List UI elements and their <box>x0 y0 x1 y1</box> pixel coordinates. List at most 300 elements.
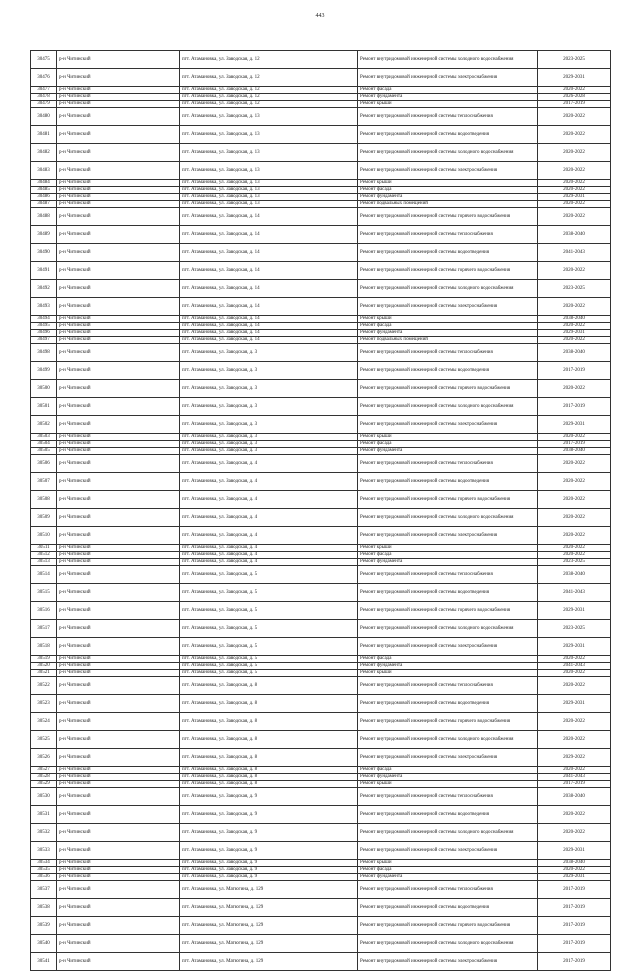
cell-period: 2020-2022 <box>538 455 611 473</box>
cell-record-number: 30531 <box>31 806 57 824</box>
cell-address: пгт. Атамановка, ул. Заводская, д. 5 <box>180 656 358 663</box>
cell-district: р-н Читинский <box>57 677 180 695</box>
cell-period: 2020-2022 <box>538 509 611 527</box>
cell-work-type: Ремонт фасада <box>358 656 538 663</box>
cell-address: пгт. Атамановка, ул. Заводская, д. 8 <box>180 731 358 749</box>
cell-address: пгт. Атамановка, ул. Заводская, д. 9 <box>180 867 358 874</box>
cell-period: 2020-2022 <box>538 144 611 162</box>
cell-period: 2029-2031 <box>538 638 611 656</box>
table-row <box>31 162 611 180</box>
cell-address: пгт. Атамановка, ул. Заводская, д. 8 <box>180 749 358 767</box>
cell-record-number: 30524 <box>31 713 57 731</box>
cell-address: пгт. Атамановка, ул. Матюгина, д. 129 <box>180 935 358 953</box>
cell-district: р-н Читинский <box>57 842 180 860</box>
cell-work-type: Ремонт внутридомовой инженерной системы водоотведения <box>358 584 538 602</box>
cell-district: р-н Читинский <box>57 867 180 874</box>
cell-work-type: Ремонт внутридомовой инженерной системы холодного водоснабжения <box>358 824 538 842</box>
cell-record-number: 30504 <box>31 441 57 448</box>
table-row <box>31 51 611 69</box>
cell-address: пгт. Атамановка, ул. Заводская, д. 14 <box>180 280 358 298</box>
table-row <box>31 677 611 695</box>
cell-work-type: Ремонт фундамента <box>358 330 538 337</box>
cell-period: 2041-2043 <box>538 663 611 670</box>
cell-district: р-н Читинский <box>57 566 180 584</box>
cell-record-number: 30480 <box>31 108 57 126</box>
table-row <box>31 262 611 280</box>
cell-record-number: 30493 <box>31 298 57 316</box>
cell-district: р-н Читинский <box>57 244 180 262</box>
cell-district: р-н Читинский <box>57 194 180 201</box>
cell-address: пгт. Атамановка, ул. Заводская, д. 4 <box>180 545 358 552</box>
cell-district: р-н Читинский <box>57 416 180 434</box>
cell-record-number: 30528 <box>31 774 57 781</box>
cell-record-number: 30484 <box>31 180 57 187</box>
cell-district: р-н Читинский <box>57 953 180 971</box>
cell-work-type: Ремонт крыши <box>358 781 538 788</box>
cell-address: пгт. Атамановка, ул. Заводская, д. 5 <box>180 663 358 670</box>
cell-address: пгт. Атамановка, ул. Заводская, д. 3 <box>180 416 358 434</box>
cell-district: р-н Читинский <box>57 398 180 416</box>
cell-district: р-н Читинский <box>57 509 180 527</box>
cell-address: пгт. Атамановка, ул. Заводская, д. 5 <box>180 602 358 620</box>
cell-period: 2020-2022 <box>538 767 611 774</box>
cell-district: р-н Читинский <box>57 455 180 473</box>
cell-record-number: 30521 <box>31 670 57 677</box>
table-row <box>31 874 611 881</box>
cell-record-number: 30496 <box>31 330 57 337</box>
cell-period: 2038-2040 <box>538 316 611 323</box>
cell-record-number: 30510 <box>31 527 57 545</box>
cell-district: р-н Читинский <box>57 824 180 842</box>
cell-period: 2038-2040 <box>538 860 611 867</box>
cell-work-type: Ремонт фундамента <box>358 774 538 781</box>
cell-record-number: 30513 <box>31 559 57 566</box>
cell-district: р-н Читинский <box>57 87 180 94</box>
cell-address: пгт. Атамановка, ул. Заводская, д. 13 <box>180 162 358 180</box>
cell-address: пгт. Атамановка, ул. Матюгина, д. 129 <box>180 881 358 899</box>
cell-address: пгт. Атамановка, ул. Заводская, д. 13 <box>180 180 358 187</box>
cell-period: 2017-2019 <box>538 881 611 899</box>
cell-period: 2017-2019 <box>538 781 611 788</box>
table-row <box>31 194 611 201</box>
cell-address: пгт. Атамановка, ул. Заводская, д. 4 <box>180 552 358 559</box>
cell-district: р-н Читинский <box>57 226 180 244</box>
table-row <box>31 187 611 194</box>
cell-work-type: Ремонт фасада <box>358 87 538 94</box>
cell-record-number: 30477 <box>31 87 57 94</box>
cell-record-number: 30526 <box>31 749 57 767</box>
cell-address: пгт. Атамановка, ул. Заводская, д. 12 <box>180 87 358 94</box>
cell-address: пгт. Атамановка, ул. Заводская, д. 5 <box>180 638 358 656</box>
cell-record-number: 30488 <box>31 208 57 226</box>
cell-address: пгт. Атамановка, ул. Заводская, д. 14 <box>180 316 358 323</box>
cell-period: 2020-2022 <box>538 552 611 559</box>
table-row <box>31 620 611 638</box>
cell-period: 2023-2025 <box>538 620 611 638</box>
cell-address: пгт. Атамановка, ул. Заводская, д. 3 <box>180 362 358 380</box>
cell-address: пгт. Атамановка, ул. Матюгина, д. 129 <box>180 917 358 935</box>
cell-period: 2017-2019 <box>538 441 611 448</box>
cell-period: 2038-2040 <box>538 788 611 806</box>
cell-record-number: 30503 <box>31 434 57 441</box>
cell-record-number: 30517 <box>31 620 57 638</box>
cell-period: 2020-2022 <box>538 545 611 552</box>
cell-work-type: Ремонт внутридомовой инженерной системы электроснабжения <box>358 638 538 656</box>
cell-district: р-н Читинский <box>57 330 180 337</box>
cell-period: 2020-2022 <box>538 867 611 874</box>
cell-district: р-н Читинский <box>57 108 180 126</box>
table-row <box>31 455 611 473</box>
cell-period: 2041-2043 <box>538 774 611 781</box>
cell-work-type: Ремонт фасада <box>358 867 538 874</box>
cell-district: р-н Читинский <box>57 774 180 781</box>
cell-address: пгт. Атамановка, ул. Заводская, д. 8 <box>180 781 358 788</box>
cell-period: 2038-2040 <box>538 566 611 584</box>
cell-period: 2029-2031 <box>538 69 611 87</box>
cell-period: 2020-2022 <box>538 298 611 316</box>
cell-address: пгт. Атамановка, ул. Заводская, д. 4 <box>180 559 358 566</box>
cell-period: 2020-2022 <box>538 434 611 441</box>
table-row <box>31 638 611 656</box>
cell-period: 2029-2022 <box>538 749 611 767</box>
cell-record-number: 30498 <box>31 344 57 362</box>
table-row <box>31 842 611 860</box>
cell-district: р-н Читинский <box>57 881 180 899</box>
cell-period: 2020-2022 <box>538 87 611 94</box>
cell-period: 2020-2022 <box>538 656 611 663</box>
cell-district: р-н Читинский <box>57 713 180 731</box>
cell-work-type: Ремонт внутридомовой инженерной системы водоотведения <box>358 126 538 144</box>
cell-work-type: Ремонт внутридомовой инженерной системы теплоснабжения <box>358 344 538 362</box>
table-row <box>31 806 611 824</box>
cell-district: р-н Читинский <box>57 663 180 670</box>
cell-district: р-н Читинский <box>57 545 180 552</box>
table-row <box>31 935 611 953</box>
table-row <box>31 860 611 867</box>
table-row <box>31 473 611 491</box>
cell-period: 2020-2022 <box>538 162 611 180</box>
cell-work-type: Ремонт внутридомовой инженерной системы холодного водоснабжения <box>358 280 538 298</box>
cell-work-type: Ремонт фасада <box>358 187 538 194</box>
cell-work-type: Ремонт внутридомовой инженерной системы горячего водоснабжения <box>358 713 538 731</box>
table-row <box>31 441 611 448</box>
table-row <box>31 788 611 806</box>
cell-address: пгт. Атамановка, ул. Заводская, д. 4 <box>180 455 358 473</box>
cell-period: 2020-2022 <box>538 731 611 749</box>
cell-work-type: Ремонт внутридомовой инженерной системы холодного водоснабжения <box>358 509 538 527</box>
cell-record-number: 30494 <box>31 316 57 323</box>
cell-period: 2029-2031 <box>538 842 611 860</box>
cell-record-number: 30499 <box>31 362 57 380</box>
cell-work-type: Ремонт внутридомовой инженерной системы холодного водоснабжения <box>358 398 538 416</box>
cell-address: пгт. Атамановка, ул. Заводская, д. 8 <box>180 695 358 713</box>
cell-period: 2020-2022 <box>538 527 611 545</box>
cell-record-number: 30492 <box>31 280 57 298</box>
cell-address: пгт. Атамановка, ул. Заводская, д. 13 <box>180 201 358 208</box>
cell-period: 2017-2019 <box>538 899 611 917</box>
cell-address: пгт. Атамановка, ул. Заводская, д. 14 <box>180 244 358 262</box>
cell-period: 2023-2025 <box>538 51 611 69</box>
cell-period: 2041-2043 <box>538 584 611 602</box>
cell-record-number: 30525 <box>31 731 57 749</box>
cell-period: 2023-2025 <box>538 559 611 566</box>
cell-work-type: Ремонт внутридомовой инженерной системы холодного водоснабжения <box>358 935 538 953</box>
cell-work-type: Ремонт фундамента <box>358 559 538 566</box>
cell-district: р-н Читинский <box>57 656 180 663</box>
cell-period: 2020-2022 <box>538 380 611 398</box>
table-row <box>31 917 611 935</box>
table-row <box>31 208 611 226</box>
cell-record-number: 30538 <box>31 899 57 917</box>
cell-district: р-н Читинский <box>57 620 180 638</box>
cell-district: р-н Читинский <box>57 749 180 767</box>
cell-work-type: Ремонт внутридомовой инженерной системы электроснабжения <box>358 953 538 971</box>
cell-period: 2020-2022 <box>538 670 611 677</box>
table-row <box>31 663 611 670</box>
cell-record-number: 30520 <box>31 663 57 670</box>
cell-period: 2029-2031 <box>538 416 611 434</box>
cell-address: пгт. Атамановка, ул. Заводская, д. 14 <box>180 262 358 280</box>
cell-district: р-н Читинский <box>57 337 180 344</box>
cell-record-number: 30535 <box>31 867 57 874</box>
cell-district: р-н Читинский <box>57 262 180 280</box>
cell-record-number: 30491 <box>31 262 57 280</box>
cell-record-number: 30539 <box>31 917 57 935</box>
cell-district: р-н Читинский <box>57 935 180 953</box>
cell-district: р-н Читинский <box>57 527 180 545</box>
cell-work-type: Ремонт фундамента <box>358 663 538 670</box>
cell-district: р-н Читинский <box>57 362 180 380</box>
cell-address: пгт. Атамановка, ул. Заводская, д. 4 <box>180 473 358 491</box>
cell-record-number: 30481 <box>31 126 57 144</box>
cell-work-type: Ремонт крыши <box>358 180 538 187</box>
cell-work-type: Ремонт внутридомовой инженерной системы холодного водоснабжения <box>358 51 538 69</box>
cell-period: 2017-2019 <box>538 935 611 953</box>
table-row <box>31 552 611 559</box>
table-row <box>31 298 611 316</box>
cell-address: пгт. Атамановка, ул. Заводская, д. 13 <box>180 144 358 162</box>
cell-period: 2020-2022 <box>538 337 611 344</box>
cell-period: 2020-2022 <box>538 473 611 491</box>
cell-record-number: 30476 <box>31 69 57 87</box>
cell-record-number: 30508 <box>31 491 57 509</box>
cell-record-number: 30505 <box>31 448 57 455</box>
cell-period: 2020-2022 <box>538 824 611 842</box>
cell-work-type: Ремонт внутридомовой инженерной системы холодного водоснабжения <box>358 144 538 162</box>
cell-work-type: Ремонт внутридомовой инженерной системы теплоснабжения <box>358 881 538 899</box>
cell-district: р-н Читинский <box>57 441 180 448</box>
cell-record-number: 30512 <box>31 552 57 559</box>
cell-district: р-н Читинский <box>57 670 180 677</box>
cell-record-number: 30486 <box>31 194 57 201</box>
cell-district: р-н Читинский <box>57 126 180 144</box>
cell-record-number: 30511 <box>31 545 57 552</box>
cell-period: 2038-2040 <box>538 448 611 455</box>
cell-address: пгт. Атамановка, ул. Заводская, д. 13 <box>180 126 358 144</box>
cell-address: пгт. Атамановка, ул. Заводская, д. 9 <box>180 824 358 842</box>
cell-address: пгт. Атамановка, ул. Заводская, д. 12 <box>180 101 358 108</box>
cell-address: пгт. Атамановка, ул. Заводская, д. 13 <box>180 194 358 201</box>
repair-schedule-table <box>30 50 611 971</box>
table-row <box>31 434 611 441</box>
cell-record-number: 30501 <box>31 398 57 416</box>
cell-record-number: 30529 <box>31 781 57 788</box>
table-row <box>31 344 611 362</box>
cell-district: р-н Читинский <box>57 559 180 566</box>
cell-address: пгт. Атамановка, ул. Заводская, д. 5 <box>180 566 358 584</box>
cell-district: р-н Читинский <box>57 584 180 602</box>
cell-record-number: 30540 <box>31 935 57 953</box>
cell-work-type: Ремонт внутридомовой инженерной системы электроснабжения <box>358 416 538 434</box>
cell-address: пгт. Атамановка, ул. Заводская, д. 12 <box>180 94 358 101</box>
cell-work-type: Ремонт внутридомовой инженерной системы водоотведения <box>358 362 538 380</box>
cell-record-number: 30541 <box>31 953 57 971</box>
cell-work-type: Ремонт фасада <box>358 323 538 330</box>
cell-record-number: 30497 <box>31 337 57 344</box>
cell-period: 2038-2040 <box>538 226 611 244</box>
cell-record-number: 30495 <box>31 323 57 330</box>
cell-address: пгт. Атамановка, ул. Заводская, д. 12 <box>180 69 358 87</box>
cell-district: р-н Читинский <box>57 201 180 208</box>
cell-record-number: 30483 <box>31 162 57 180</box>
cell-record-number: 30536 <box>31 874 57 881</box>
table-row <box>31 867 611 874</box>
cell-record-number: 30514 <box>31 566 57 584</box>
cell-period: 2041-2043 <box>538 244 611 262</box>
cell-period: 2029-2031 <box>538 695 611 713</box>
cell-period: 2020-2022 <box>538 126 611 144</box>
cell-work-type: Ремонт внутридомовой инженерной системы водоотведения <box>358 244 538 262</box>
cell-period: 2020-2022 <box>538 180 611 187</box>
cell-record-number: 30475 <box>31 51 57 69</box>
cell-period: 2020-2022 <box>538 201 611 208</box>
cell-period: 2020-2022 <box>538 262 611 280</box>
cell-district: р-н Читинский <box>57 874 180 881</box>
cell-work-type: Ремонт фундамента <box>358 94 538 101</box>
cell-address: пгт. Атамановка, ул. Заводская, д. 3 <box>180 398 358 416</box>
table-row <box>31 509 611 527</box>
table-row <box>31 559 611 566</box>
cell-period: 2017-2019 <box>538 953 611 971</box>
table-row <box>31 767 611 774</box>
cell-address: пгт. Атамановка, ул. Заводская, д. 14 <box>180 330 358 337</box>
table-row <box>31 362 611 380</box>
cell-work-type: Ремонт фасада <box>358 767 538 774</box>
cell-record-number: 30533 <box>31 842 57 860</box>
cell-period: 2020-2022 <box>538 208 611 226</box>
table-row <box>31 566 611 584</box>
cell-district: р-н Читинский <box>57 473 180 491</box>
cell-record-number: 30522 <box>31 677 57 695</box>
cell-work-type: Ремонт внутридомовой инженерной системы электроснабжения <box>358 527 538 545</box>
table-row <box>31 545 611 552</box>
cell-period: 2017-2019 <box>538 917 611 935</box>
cell-work-type: Ремонт внутридомовой инженерной системы горячего водоснабжения <box>358 602 538 620</box>
cell-period: 2026-2028 <box>538 94 611 101</box>
cell-district: р-н Читинский <box>57 344 180 362</box>
cell-address: пгт. Атамановка, ул. Заводская, д. 4 <box>180 491 358 509</box>
cell-address: пгт. Атамановка, ул. Заводская, д. 4 <box>180 509 358 527</box>
table-row <box>31 584 611 602</box>
table-row <box>31 108 611 126</box>
cell-address: пгт. Атамановка, ул. Заводская, д. 9 <box>180 788 358 806</box>
table-row <box>31 953 611 971</box>
cell-record-number: 30530 <box>31 788 57 806</box>
cell-district: р-н Читинский <box>57 448 180 455</box>
cell-district: р-н Читинский <box>57 94 180 101</box>
cell-period: 2020-2022 <box>538 187 611 194</box>
cell-address: пгт. Атамановка, ул. Заводская, д. 9 <box>180 874 358 881</box>
cell-period: 2038-2040 <box>538 344 611 362</box>
cell-work-type: Ремонт крыши <box>358 670 538 677</box>
cell-district: р-н Читинский <box>57 316 180 323</box>
table-row <box>31 695 611 713</box>
table-row <box>31 416 611 434</box>
table-row <box>31 656 611 663</box>
cell-record-number: 30509 <box>31 509 57 527</box>
table-row <box>31 94 611 101</box>
cell-work-type: Ремонт подвальных помещений <box>358 337 538 344</box>
cell-period: 2020-2022 <box>538 108 611 126</box>
cell-address: пгт. Атамановка, ул. Заводская, д. 5 <box>180 620 358 638</box>
cell-work-type: Ремонт фасада <box>358 441 538 448</box>
cell-period: 2020-2022 <box>538 323 611 330</box>
cell-record-number: 30523 <box>31 695 57 713</box>
cell-work-type: Ремонт внутридомовой инженерной системы теплоснабжения <box>358 677 538 695</box>
cell-address: пгт. Атамановка, ул. Заводская, д. 5 <box>180 670 358 677</box>
cell-record-number: 30485 <box>31 187 57 194</box>
cell-record-number: 30490 <box>31 244 57 262</box>
cell-district: р-н Читинский <box>57 162 180 180</box>
cell-address: пгт. Атамановка, ул. Заводская, д. 14 <box>180 323 358 330</box>
cell-district: р-н Читинский <box>57 767 180 774</box>
table-row <box>31 201 611 208</box>
cell-work-type: Ремонт внутридомовой инженерной системы электроснабжения <box>358 298 538 316</box>
cell-district: р-н Читинский <box>57 638 180 656</box>
cell-work-type: Ремонт фундамента <box>358 874 538 881</box>
cell-district: р-н Читинский <box>57 899 180 917</box>
table-row <box>31 602 611 620</box>
cell-address: пгт. Атамановка, ул. Заводская, д. 8 <box>180 774 358 781</box>
table-row <box>31 380 611 398</box>
table-row <box>31 330 611 337</box>
cell-record-number: 30537 <box>31 881 57 899</box>
table-row <box>31 337 611 344</box>
cell-district: р-н Читинский <box>57 101 180 108</box>
cell-period: 2017-2019 <box>538 362 611 380</box>
cell-work-type: Ремонт внутридомовой инженерной системы холодного водоснабжения <box>358 620 538 638</box>
table-row <box>31 69 611 87</box>
cell-work-type: Ремонт внутридомовой инженерной системы водоотведения <box>358 899 538 917</box>
cell-period: 2029-2031 <box>538 194 611 201</box>
cell-district: р-н Читинский <box>57 380 180 398</box>
cell-address: пгт. Атамановка, ул. Заводская, д. 5 <box>180 584 358 602</box>
cell-district: р-н Читинский <box>57 695 180 713</box>
cell-address: пгт. Атамановка, ул. Заводская, д. 13 <box>180 108 358 126</box>
cell-district: р-н Читинский <box>57 434 180 441</box>
cell-record-number: 30532 <box>31 824 57 842</box>
cell-record-number: 30515 <box>31 584 57 602</box>
cell-record-number: 30518 <box>31 638 57 656</box>
cell-address: пгт. Атамановка, ул. Заводская, д. 14 <box>180 226 358 244</box>
cell-address: пгт. Атамановка, ул. Заводская, д. 4 <box>180 527 358 545</box>
cell-work-type: Ремонт внутридомовой инженерной системы холодного водоснабжения <box>358 731 538 749</box>
cell-district: р-н Читинский <box>57 552 180 559</box>
cell-work-type: Ремонт внутридомовой инженерной системы электроснабжения <box>358 749 538 767</box>
cell-district: р-н Читинский <box>57 51 180 69</box>
table-row <box>31 87 611 94</box>
cell-address: пгт. Атамановка, ул. Заводская, д. 9 <box>180 860 358 867</box>
